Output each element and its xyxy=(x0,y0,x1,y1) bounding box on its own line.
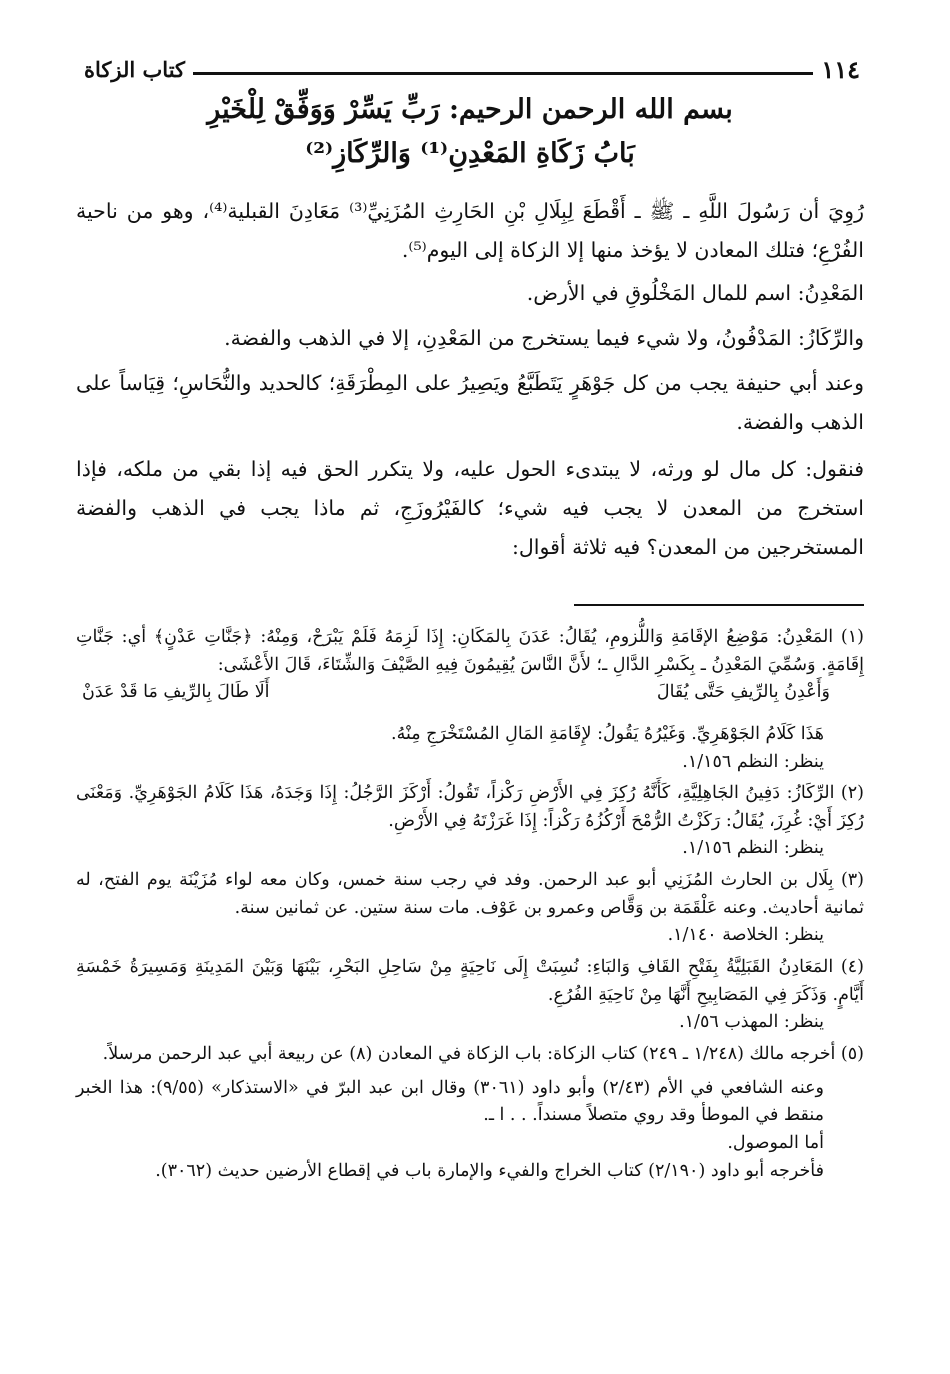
footnote-3: (٣) بِلَال بن الحارث المُزَنِي أبو عبد الرحمن. وفد في رجب سنة خمس، وكان معه لواء مُزَيْنَة يوم الفتح، له ثمانية أحاديث. وعنه عَلْقَمَة بن وَقَّاص وعمرو بن عَوْف. مات سنة ستين. عن ثمانين سنة. xyxy=(76,870,864,918)
page-number: ١١٤ xyxy=(821,54,860,84)
footnotes xyxy=(76,624,864,1185)
header-rule xyxy=(193,72,813,75)
footnote-1-reference: ينظر: النظم ١/١٥٦. xyxy=(682,751,824,772)
footnote-separator xyxy=(574,604,864,606)
paragraph-5: فنقول: كل مال لو ورثه، لا يبتدىء الحول عليه، ولا يتكرر الحق فيه إذا بقي من ملكه، فإذا استخرج من المعدن لا يجب فيه شيء؛ كالفَيْرُوزَجِ، ثم ماذا يجب في الذهب والفضة المستخرجين من المعدن؟ فيه ثلاثة أقوال: xyxy=(76,456,864,559)
paragraph-3: والرِّكَازُ: المَدْفُونُ، ولا شيء فيما يستخرج من المَعْدِنِ، إلا في الذهب والفضة. xyxy=(224,325,864,350)
footnote-4: (٤) المَعَادِنُ القَبَلِيَّةُ بِفَتْحِ القَافِ وَالبَاءِ: نُسِبَتْ إِلَى نَاحِيَةٍ مِنْ سَاحِلِ البَحْرِ، بَيْنَهَا وَبَيْنَ المَدِينَةِ وَمَسِيرَةُ خَمْسَةِ أَيَّامٍ. وَذَكَرَ فِي المَصَابِيحِ أَنَّهَا مِنْ نَاحِيَةِ الفُرُعِ. xyxy=(76,957,864,1005)
footnote-3-reference: ينظر: الخلاصة ١/١٤٠. xyxy=(667,925,824,946)
footnote-2: (٢) الرِّكَازُ: دَفِينُ الجَاهِلِيَّةِ، كَأَنَّهُ رُكِزَ فِي الأَرْضِ رَكْزاً، تَقُولُ: أَرْكَزَ الرَّجُلُ: إِذَا وَجَدَهُ، هَذَا كَلَامُ الجَوْهَرِيِّ. وَمَعْنَى رُكِزَ أَيْ: غُرِزَ، يُقَالُ: رَكَزْتُ الرُّمْحَ أَرْكُزُهُ رَكْزاً: إِذَا غَرَزْتَهُ فِي الأَرْضِ. xyxy=(76,783,864,831)
chapter-name: كتاب الزكاة xyxy=(84,56,186,82)
footnote-1-continuation: هَذَا كَلَامُ الجَوْهَرِيِّ. وَغَيْرُهُ يَقُولُ: لإِقَامَةِ المَالِ المُسْتَخْرَجِ مِنْهُ. xyxy=(391,723,824,744)
main-text xyxy=(76,192,864,566)
footnote-5-para-3: أما الموصول. xyxy=(727,1132,824,1153)
running-header xyxy=(76,52,864,86)
footnote-4-reference: ينظر: المهذب ١/٥٦. xyxy=(679,1012,824,1033)
paragraph-2: المَعْدِنُ: اسم للمال المَخْلُوقِ في الأرض. xyxy=(526,280,864,305)
basmala-heading: بسم الله الرحمن الرحيم: رَبِّ يَسِّرْ وَوَفِّقْ لِلْخَيْرِ xyxy=(207,94,733,125)
footnote-5-para-2: وعنه الشافعي في الأم (٢/٤٣) وأبو داود (٣٠٦١) وقال ابن عبد البرّ في «الاستذكار» (٩/٥٥): هذا الخبر منقط في الموطأ وقد روي متصلاً مسنداً. . . ا ـ. xyxy=(76,1077,824,1126)
paragraph-1: رُوِيَ أن رَسُولَ اللَّهِ ـ ﷺ ـ أَقْطَعَ لِبِلَالِ بْنِ الحَارِثِ المُزَنِيِّ⁽³⁾ مَعَادِنَ القبلية⁽⁴⁾، وهو من ناحية الفُرْعِ؛ فتلك المعادن لا يؤخذ منها إلا الزكاة إلى اليوم⁽⁵⁾. xyxy=(76,199,864,262)
paragraph-4: وعند أبي حنيفة يجب من كل جَوْهَرٍ يَتَطَبَّعُ ويَصِيرُ على المِطْرَقَةِ؛ كالحديد والنُّحَاسِ؛ قِيَاساً على الذهب والفضة. xyxy=(76,370,864,434)
footnote-2-reference: ينظر: النظم ١/١٥٦. xyxy=(682,838,824,859)
footnote-5-para-4: فأخرجه أبو داود (٢/١٩٠) كتاب الخراج والفيء والإمارة باب في إقطاع الأرضين حديث (٣٠٦٢). xyxy=(155,1160,824,1181)
verse-first-hemistich: وَأَعْدِنُ بِالرِّيفِ حَتَّى يُقَالَ xyxy=(656,682,830,703)
chapter-title: بَابُ زَكَاةِ المَعْدِنِ⁽¹⁾ وَالرِّكَازِ⁽²⁾ xyxy=(305,138,635,169)
poetry-verse xyxy=(76,679,864,707)
verse-second-hemistich: أَلَا طَالَ بِالرِّيفِ مَا قَدْ عَدَنْ xyxy=(82,682,270,703)
footnote-1: (١) المَعْدِنُ: مَوْضِعُ الإقَامَةِ وَاللُّزومِ، يُقَالُ: عَدَنَ بِالمَكَانِ: إِذَا لَزِمَهُ فَلَمْ يَبْرَحْ، وَمِنْهُ: ﴿جَنَّاتِ عَدْنٍ﴾ أي: جَنَّاتِ إِقَامَةٍ. وَسُمِّيَ المَعْدِنُ ـ بِكَسْرِ الدَّالِ ـ؛ لأَنَّ النَّاسَ يُقِيمُونَ فِيهِ الصَّيْفَ وَالشِّتَاءَ، قَالَ الأَعْشَى: xyxy=(76,627,864,675)
footnote-5: (٥) أخرجه مالك (١/٢٤٨ ـ ٢٤٩) كتاب الزكاة: باب الزكاة في المعادن (٨) عن ربيعة أبي عبد الرحمن مرسلاً. xyxy=(102,1043,864,1064)
